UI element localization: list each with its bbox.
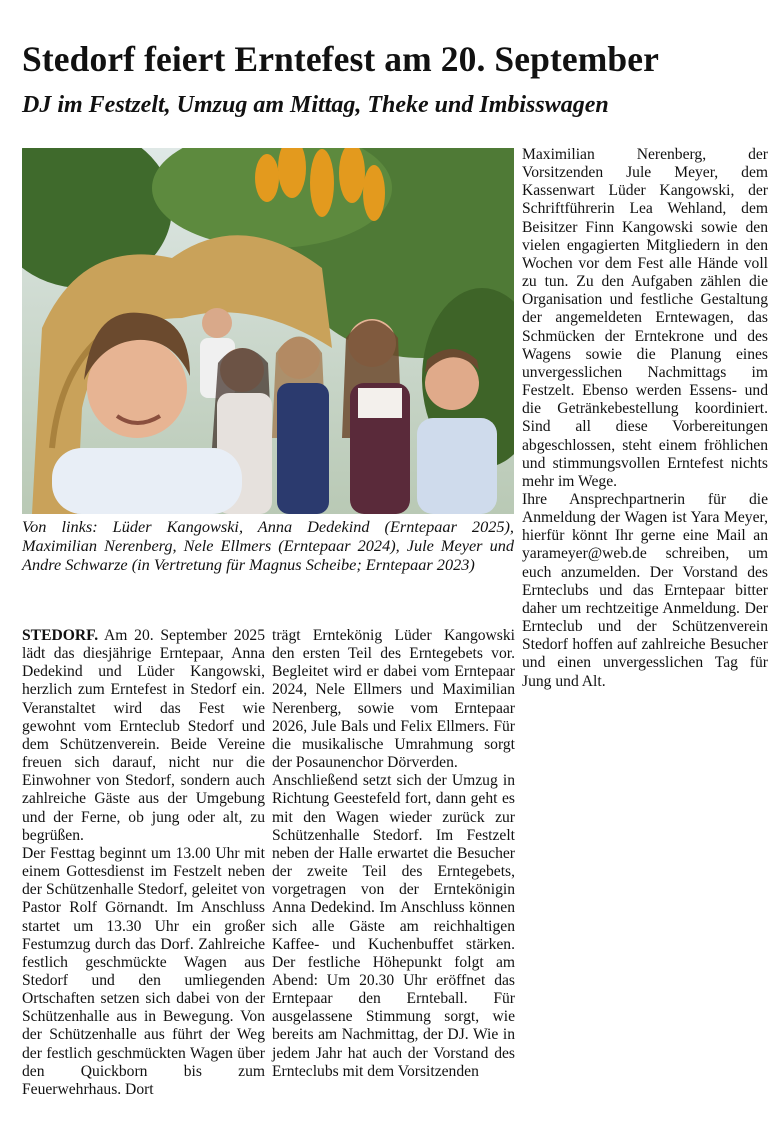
headline: Stedorf feiert Erntefest am 20. September (22, 39, 659, 79)
paragraph: Ihre Ansprechpartnerin für die Anmeldung der Wagen ist Yara Meyer, hierfür könnt Ihr gerne eine Mail an yarameyer@web.de schreiben, um euch anzumelden. Der Vorstand des Ernteclubs und das Erntepaar bitter daher um rechtzeitige Anmeldung. Der Ernteclub und der Schützenverein Stedorf hoffen auf zahlreiche Besucher und einen unvergesslichen Tag für Jung und Alt. (522, 490, 768, 690)
article-column-1 (22, 627, 265, 1099)
article-column-3 (522, 146, 768, 691)
article-photo (22, 148, 514, 514)
paragraph: Anschließend setzt sich der Umzug in Richtung Geestefeld fort, dann geht es mit den Wagen wieder zurück zur Schützenhalle Stedorf. Im Festzelt neben der Halle erwartet die Besucher der zweite Teil des Erntegebets, vorgetragen von der Erntekönigin Anna Dedekind. Im Anschluss können sich alle Gäste am reichhaltigen Kaffee- und Kuchenbuffet stärken. Der festliche Höhepunkt folgt am Abend: Um 20.30 Uhr eröffnet das Erntepaar den Ernteball. Für ausgelassene Stimmung sorgt, wie bereits am Nachmittag, der DJ. Wie in jedem Jahr hat auch der Vorstand des Ernteclubs mit dem Vorsitzenden (272, 772, 515, 1080)
dateline: STEDORF. (22, 627, 99, 644)
subheadline: DJ im Festzelt, Umzug am Mittag, Theke und Imbisswagen (22, 92, 609, 118)
article-column-2 (272, 627, 515, 1081)
paragraph: Maximilian Nerenberg, der Vorsitzenden Jule Meyer, dem Kassenwart Lüder Kangowski, der Schriftführerin Lea Wehland, dem Beisitzer Finn Kangowski sowie den vielen engagierten Mitgliedern in den Wochen vor dem Fest alle Hände voll zu tun. Zu den Aufgaben zählen die Organisation und festliche Gestaltung der angemeldeten Erntewagen, das Schmücken der Erntekrone und des Wagens sowie die Planung eines unvergesslichen Nachmittags im Festzelt. Ebenso werden Essens- und die Getränkebestellung koordiniert. Sind all diese Vorbereitungen abgeschlossen, steht einem fröhlichen und stimmungsvollen Erntefest nichts mehr im Wege. (522, 146, 768, 490)
photo-caption: Von links: Lüder Kangowski, Anna Dedekind (Erntepaar 2025), Maximilian Nerenberg, Nele Ellmers (Erntepaar 2024), Jule Meyer und Andre Schwarze (in Vertretung für Magnus Scheibe; Erntepaar 2023) (22, 517, 514, 574)
paragraph-text: Am 20. September 2025 lädt das diesjährige Erntepaar, Anna Dedekind und Lüder Kangowski, herzlich zum Erntefest in Stedorf ein. Veranstaltet wird das Fest wie gewohnt vom Ernteclub Stedorf und dem Schützenverein. Beide Vereine freuen sich darauf, nicht nur die Einwohner von Stedorf, sondern auch zahlreiche Gäste aus der Umgebung und der Ferne, ob jung oder alt, zu begrüßen. (22, 627, 265, 844)
paragraph: Der Festtag beginnt um 13.00 Uhr mit einem Gottesdienst im Festzelt neben der Schützenhalle Stedorf, geleitet von Pastor Rolf Görnandt. Im Anschluss startet um 13.30 Uhr ein großer Festumzug durch das Dorf. Zahlreiche festlich geschmückte Wagen aus Stedorf und den umliegenden Ortschaften setzen sich dabei von der Schützenhalle aus in Bewegung. Von der Schützenhalle aus führt der Weg der festlich geschmückten Wagen über den Quickborn bis zum Feuerwehrhaus. Dort (22, 844, 265, 1098)
paragraph: trägt Erntekönig Lüder Kangowski den ersten Teil des Erntegebets vor. Begleitet wird er dabei vom Erntepaar 2024, Nele Ellmers und Maximilian Nerenberg, sowie vom Erntepaar 2026, Jule Bals und Felix Ellmers. Für die musikalische Umrahmung sorgt der Posaunenchor Dörverden. (272, 627, 515, 772)
paragraph (22, 627, 265, 845)
